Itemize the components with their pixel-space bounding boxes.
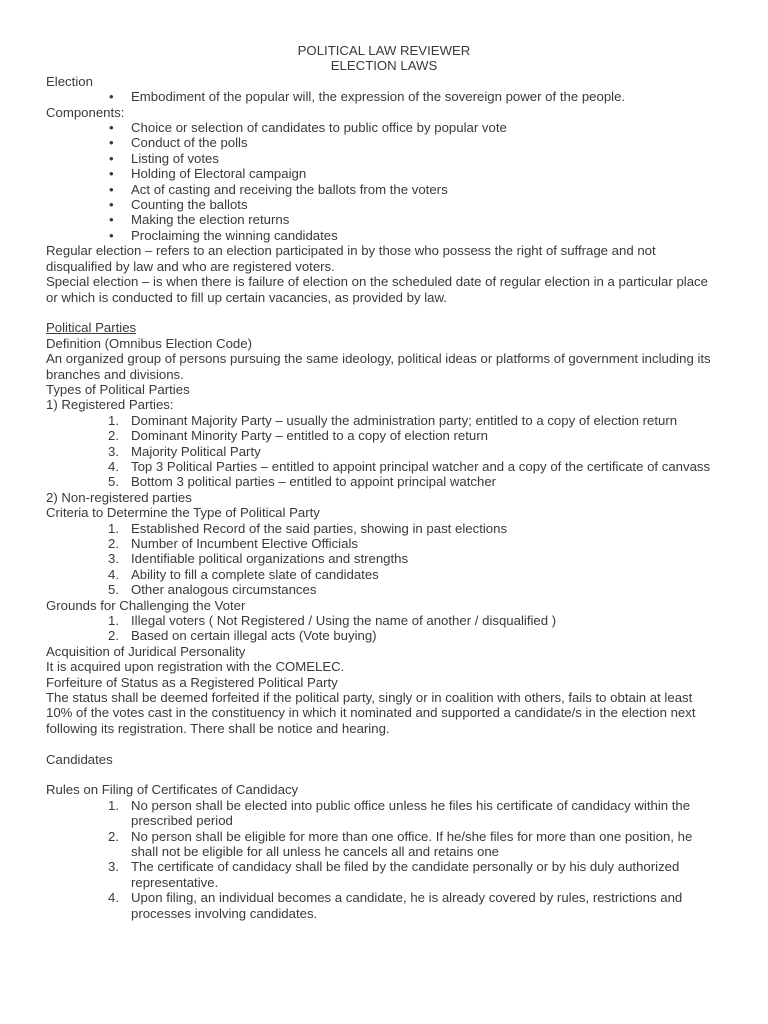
spacer bbox=[46, 767, 722, 782]
list-item bbox=[46, 582, 722, 597]
list-number: 5. bbox=[108, 474, 119, 490]
list-number: 5. bbox=[108, 582, 119, 598]
list-item bbox=[46, 444, 722, 459]
list-item bbox=[46, 829, 722, 860]
list-item: • Making the election returns bbox=[46, 212, 722, 227]
list-item: • Conduct of the polls bbox=[46, 135, 722, 150]
list-item bbox=[46, 890, 722, 921]
list-item bbox=[46, 551, 722, 566]
list-text: Number of Incumbent Elective Officials bbox=[131, 535, 358, 551]
list-number: 2. bbox=[108, 428, 119, 444]
list-number: 1. bbox=[108, 520, 119, 536]
list-text: Other analogous circumstances bbox=[131, 582, 317, 598]
list-item: • Act of casting and receiving the ballots from the voters bbox=[46, 182, 722, 197]
list-number: 2. bbox=[108, 828, 119, 844]
list-item bbox=[46, 428, 722, 443]
list-item bbox=[46, 474, 722, 489]
rules-heading: Rules on Filing of Certificates of Candidacy bbox=[46, 782, 299, 798]
list-number: 3. bbox=[108, 859, 119, 875]
rules-list bbox=[46, 798, 722, 921]
definition-paragraph: An organized group of persons pursuing the same ideology, political ideas or platforms of government including its branches and divisions. bbox=[46, 351, 711, 382]
list-item: • Embodiment of the popular will, the expression of the sovereign power of the people. bbox=[46, 89, 722, 104]
list-item bbox=[46, 859, 722, 890]
list-number: 4. bbox=[108, 566, 119, 582]
list-number: 4. bbox=[108, 890, 119, 906]
criteria-heading: Criteria to Determine the Type of Political Party bbox=[46, 505, 320, 521]
nonregistered-heading: 2) Non-registered parties bbox=[46, 489, 192, 505]
document-subtitle: ELECTION LAWS bbox=[330, 58, 438, 74]
document-title: POLITICAL LAW REVIEWER bbox=[297, 43, 471, 58]
list-number: 1. bbox=[108, 613, 119, 629]
list-text: Identifiable political organizations and strengths bbox=[131, 551, 409, 567]
special-election-paragraph: Special election – is when there is failure of election on the scheduled date of regular election in a particular place or which is conducted to fill up certain vacancies, as provided by law. bbox=[46, 274, 708, 305]
registered-heading: 1) Registered Parties: bbox=[46, 397, 174, 413]
list-item bbox=[46, 613, 722, 628]
types-heading: Types of Political Parties bbox=[46, 381, 190, 397]
grounds-heading: Grounds for Challenging the Voter bbox=[46, 597, 246, 613]
list-text: No person shall be eligible for more than one office. If he/she files for more than one position, he shall not be eligible for all unless he cancels all and retains one bbox=[131, 828, 693, 860]
list-text: Upon filing, an individual becomes a candidate, he is already covered by rules, restrictions and processes involving candidates. bbox=[131, 890, 683, 921]
list-text: The certificate of candidacy shall be filed by the candidate personally or by his duly authorized representative. bbox=[131, 859, 680, 890]
list-text: Bottom 3 political parties – entitled to appoint principal watcher bbox=[131, 474, 497, 490]
acquisition-paragraph: It is acquired upon registration with the COMELEC. bbox=[46, 659, 345, 675]
election-heading: Election bbox=[46, 73, 93, 89]
criteria-list bbox=[46, 521, 722, 598]
list-item: • Holding of Electoral campaign bbox=[46, 166, 722, 181]
candidates-heading: Candidates bbox=[46, 751, 113, 767]
components-heading: Components: bbox=[46, 104, 125, 120]
list-number: 3. bbox=[108, 551, 119, 567]
list-item bbox=[46, 459, 722, 474]
list-text: Established Record of the said parties, showing in past elections bbox=[131, 520, 508, 536]
list-number: 3. bbox=[108, 443, 119, 459]
list-number: 2. bbox=[108, 535, 119, 551]
list-item bbox=[46, 628, 722, 643]
list-item: • Listing of votes bbox=[46, 151, 722, 166]
forfeiture-paragraph: The status shall be deemed forfeited if the political party, singly or in coalition with others, fails to obtain at least 10% of the votes cast in the constituency in which it nominated and supported a candidate/s in the election next following its registration. There shall be notice and hearing. bbox=[46, 690, 696, 736]
list-text: Majority Political Party bbox=[131, 443, 261, 459]
grounds-list bbox=[46, 613, 722, 644]
forfeiture-heading: Forfeiture of Status as a Registered Political Party bbox=[46, 674, 338, 690]
list-item bbox=[46, 413, 722, 428]
list-text: No person shall be elected into public office unless he files his certificate of candidacy within the prescribed period bbox=[131, 797, 691, 829]
election-list bbox=[46, 89, 722, 104]
list-item bbox=[46, 536, 722, 551]
regular-election-paragraph: Regular election – refers to an election participated in by those who possess the right of suffrage and not disqualified by law and who are registered voters. bbox=[46, 243, 656, 274]
list-number: 1. bbox=[108, 797, 119, 813]
list-item: • Counting the ballots bbox=[46, 197, 722, 212]
list-number: 2. bbox=[108, 628, 119, 644]
list-item: • Choice or selection of candidates to public office by popular vote bbox=[46, 120, 722, 135]
list-text: Top 3 Political Parties – entitled to appoint principal watcher and a copy of the certificate of canvass bbox=[131, 458, 711, 474]
list-number: 1. bbox=[108, 412, 119, 428]
list-text: Ability to fill a complete slate of candidates bbox=[131, 566, 379, 582]
spacer bbox=[46, 305, 722, 320]
list-item bbox=[46, 567, 722, 582]
list-number: 4. bbox=[108, 458, 119, 474]
components-list bbox=[46, 120, 722, 243]
political-parties-heading: Political Parties bbox=[46, 320, 137, 336]
list-text: Illegal voters ( Not Registered / Using the name of another / disqualified ) bbox=[131, 613, 557, 629]
definition-heading: Definition (Omnibus Election Code) bbox=[46, 335, 252, 351]
registered-list bbox=[46, 413, 722, 490]
list-text: Dominant Minority Party – entitled to a copy of election return bbox=[131, 428, 488, 444]
acquisition-heading: Acquisition of Juridical Personality bbox=[46, 643, 246, 659]
list-item bbox=[46, 798, 722, 829]
list-item: • Proclaiming the winning candidates bbox=[46, 228, 722, 243]
list-item bbox=[46, 521, 722, 536]
spacer bbox=[46, 736, 722, 751]
list-text: Based on certain illegal acts (Vote buying) bbox=[131, 628, 377, 644]
list-text: Dominant Majority Party – usually the administration party; entitled to a copy of election return bbox=[131, 412, 678, 428]
